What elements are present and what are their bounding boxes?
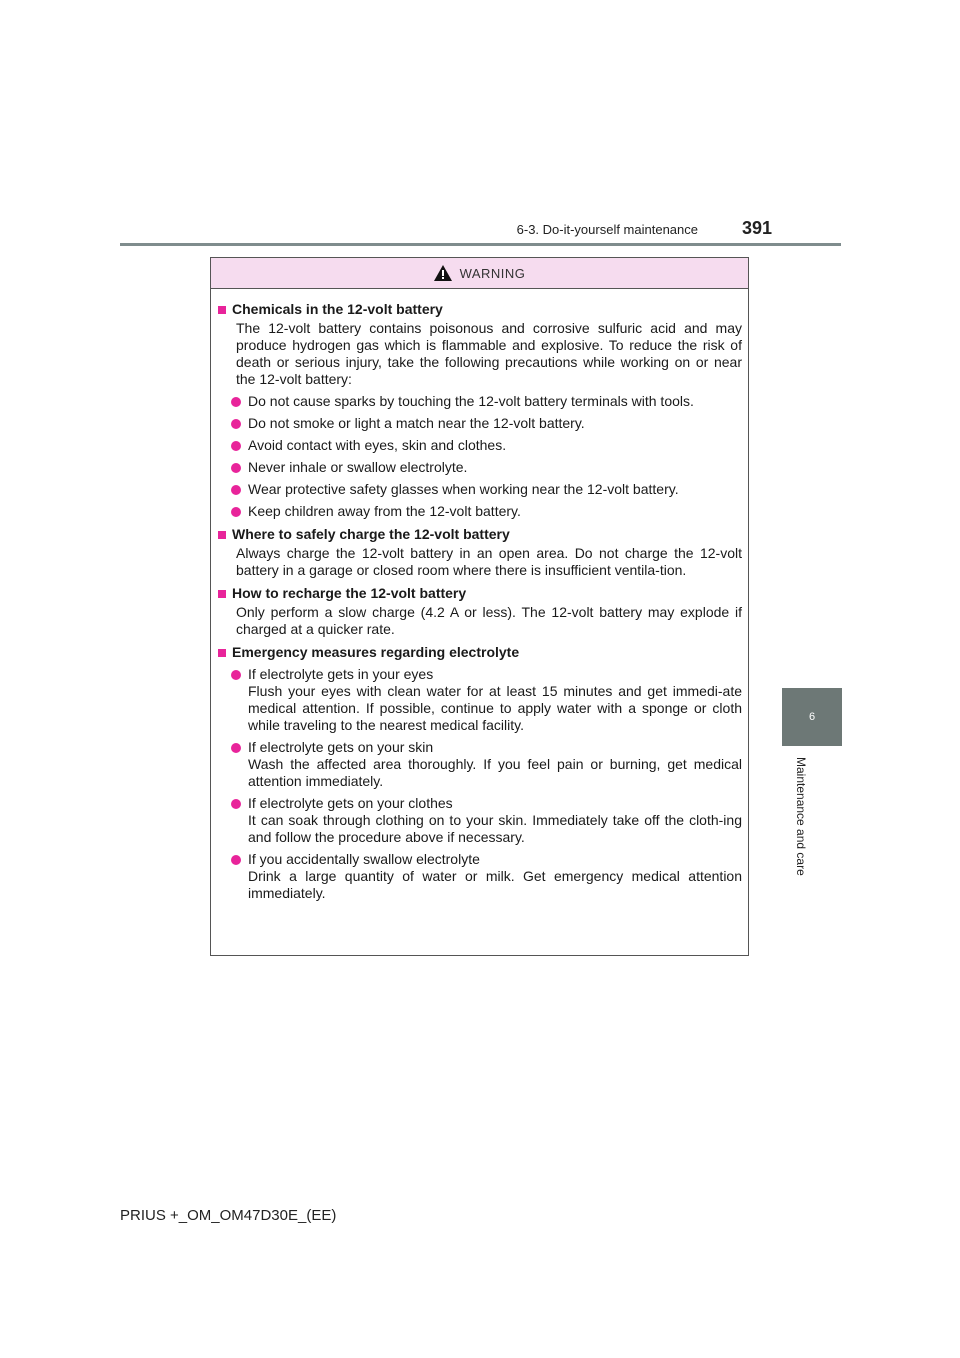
list-item: Wear protective safety glasses when working near the 12-volt battery. — [217, 481, 742, 498]
circle-bullet-icon — [231, 485, 241, 495]
section-charge-location — [217, 526, 742, 579]
warning-icon — [434, 265, 452, 281]
header-rule — [120, 243, 841, 246]
circle-bullet-icon — [231, 743, 241, 753]
page-number: 391 — [741, 218, 772, 238]
list-item: Avoid contact with eyes, skin and clothes. — [217, 437, 742, 454]
section-heading: Chemicals in the 12-volt battery — [217, 301, 742, 318]
list-item: Do not cause sparks by touching the 12-volt battery terminals with tools. — [217, 393, 742, 410]
list-item: Never inhale or swallow electrolyte. — [217, 459, 742, 476]
list-item: If you accidentally swallow electrolyte Drink a large quantity of water or milk. Get emergency medical attention immediately. — [217, 851, 742, 902]
section-heading: Emergency measures regarding electrolyte — [217, 644, 742, 661]
warning-title: WARNING — [459, 265, 526, 281]
warning-body — [211, 289, 748, 902]
square-bullet-icon — [218, 306, 226, 314]
square-bullet-icon — [218, 590, 226, 598]
circle-bullet-icon — [231, 855, 241, 865]
square-bullet-icon — [218, 649, 226, 657]
square-bullet-icon — [218, 531, 226, 539]
list-item: If electrolyte gets on your clothes It can soak through clothing on to your skin. Immediately take off the cloth-ing and follow the procedure above if necessary. — [217, 795, 742, 846]
warning-header — [211, 258, 748, 289]
circle-bullet-icon — [231, 463, 241, 473]
section-recharge — [217, 585, 742, 638]
section-text: Only perform a slow charge (4.2 A or less). The 12-volt battery may explode if charged at a quicker rate. — [236, 604, 742, 637]
section-heading: Where to safely charge the 12-volt battery — [217, 526, 742, 543]
circle-bullet-icon — [231, 507, 241, 517]
chapter-label: Maintenance and care — [794, 757, 808, 876]
list-item: Do not smoke or light a match near the 12-volt battery. — [217, 415, 742, 432]
section-title: 6-3. Do-it-yourself maintenance — [516, 222, 698, 237]
document-id: PRIUS +_OM_OM47D30E_(EE) — [120, 1207, 337, 1224]
page-header — [120, 218, 840, 244]
circle-bullet-icon — [231, 799, 241, 809]
circle-bullet-icon — [231, 441, 241, 451]
circle-bullet-icon — [231, 670, 241, 680]
warning-box — [210, 257, 749, 956]
circle-bullet-icon — [231, 419, 241, 429]
section-text: The 12-volt battery contains poisonous and corrosive sulfuric acid and may produce hydrogen gas which is flammable and explosive. To reduce the risk of death or serious injury, take the following precautions while working on or near the 12-volt battery: — [236, 320, 742, 387]
section-emergency — [217, 644, 742, 902]
chapter-tab: 6 — [782, 688, 842, 746]
section-heading: How to recharge the 12-volt battery — [217, 585, 742, 602]
section-text: Always charge the 12-volt battery in an open area. Do not charge the 12-volt battery in a garage or closed room where there is insufficient ventila-tion. — [236, 545, 742, 578]
list-item: If electrolyte gets on your skin Wash the affected area thoroughly. If you feel pain or burning, get medical attention immediately. — [217, 739, 742, 790]
list-item: Keep children away from the 12-volt battery. — [217, 503, 742, 520]
circle-bullet-icon — [231, 397, 241, 407]
list-item: If electrolyte gets in your eyes Flush your eyes with clean water for at least 15 minutes and get immedi-ate medical attention. If possible, continue to apply water with a sponge or cloth while traveling to the nearest medical facility. — [217, 666, 742, 734]
section-chemicals — [217, 301, 742, 520]
